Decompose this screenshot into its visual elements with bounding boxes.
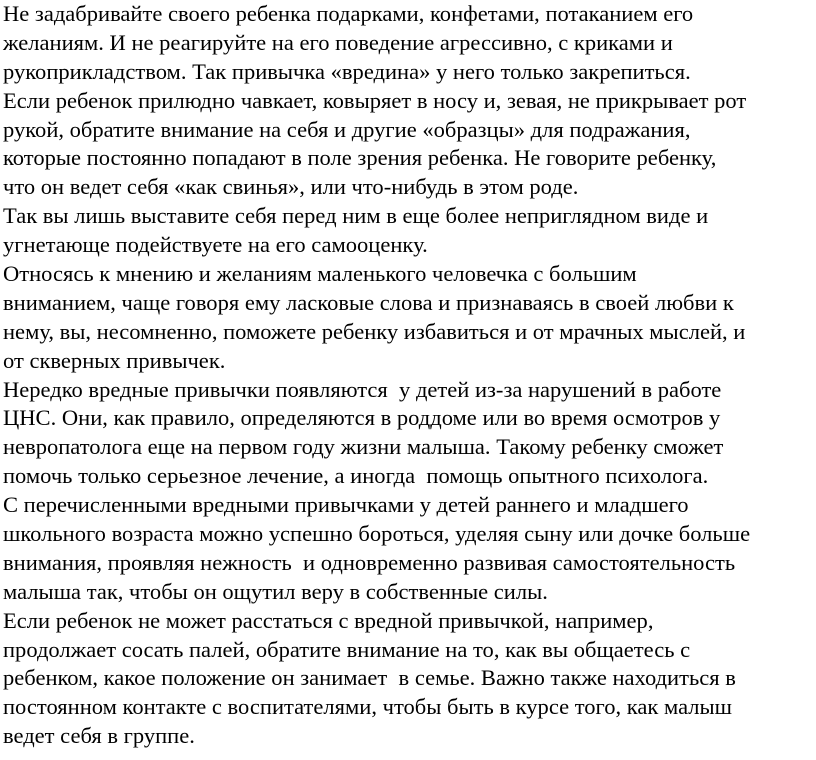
- document-body: [3, 0, 815, 751]
- text-line: желаниям. И не реагируйте на его поведение агрессивно, с криками и: [3, 29, 673, 55]
- text-line: ЦНС. Они, как правило, определяются в роддоме или во время осмотров у: [3, 405, 721, 431]
- text-line: продолжает сосать палей, обратите внимание на то, как вы общаетесь с: [3, 636, 691, 662]
- text-line: ребенком, какое положение он занимает в семье. Важно также находиться в: [3, 665, 736, 691]
- text-line: малыша так, чтобы он ощутил веру в собственные силы.: [3, 578, 548, 604]
- text-line: С перечисленными вредными привычками у детей раннего и младшего: [3, 492, 689, 518]
- text-line: которые постоянно попадают в поле зрения ребенка. Не говорите ребенку,: [3, 145, 717, 171]
- text-line: рукой, обратите внимание на себя и другие «образцы» для подражания,: [3, 116, 691, 142]
- text-line: школьного возраста можно успешно бороться, уделяя сыну или дочке больше: [3, 521, 751, 547]
- text-line: угнетающе подействуете на его самооценку.: [3, 232, 428, 258]
- text-line: Если ребенок прилюдно чавкает, ковыряет в носу и, зевая, не прикрывает рот: [3, 87, 747, 113]
- text-line: Нередко вредные привычки появляются у детей из-за нарушений в работе: [3, 376, 722, 402]
- text-line: Относясь к мнению и желаниям маленького человечка с большим: [3, 261, 637, 287]
- text-line: постоянном контакте с воспитателями, чтобы быть в курсе того, как малыш: [3, 694, 733, 720]
- text-line: помочь только серьезное лечение, а иногда помощь опытного психолога.: [3, 463, 709, 489]
- text-line: ведет себя в группе.: [3, 723, 195, 749]
- text-line: Если ребенок не может расстаться с вредной привычкой, например,: [3, 607, 654, 633]
- text-line: Не задабривайте своего ребенка подарками, конфетами, потаканием его: [3, 1, 694, 26]
- text-line: Так вы лишь выставите себя перед ним в еще более неприглядном виде и: [3, 203, 709, 229]
- text-line: что он ведет себя «как свинья», или что-нибудь в этом роде.: [3, 174, 579, 200]
- text-line: от скверных привычек.: [3, 347, 226, 373]
- text-line: вниманием, чаще говоря ему ласковые слова и признаваясь в своей любви к: [3, 289, 734, 315]
- text-line: невропатолога еще на первом году жизни малыша. Такому ребенку сможет: [3, 434, 724, 460]
- text-line: внимания, проявляя нежность и одновременно развивая самостоятельность: [3, 549, 736, 575]
- text-line: рукоприкладством. Так привычка «вредина» у него только закрепиться.: [3, 58, 691, 84]
- text-line: нему, вы, несомненно, поможете ребенку избавиться и от мрачных мыслей, и: [3, 318, 746, 344]
